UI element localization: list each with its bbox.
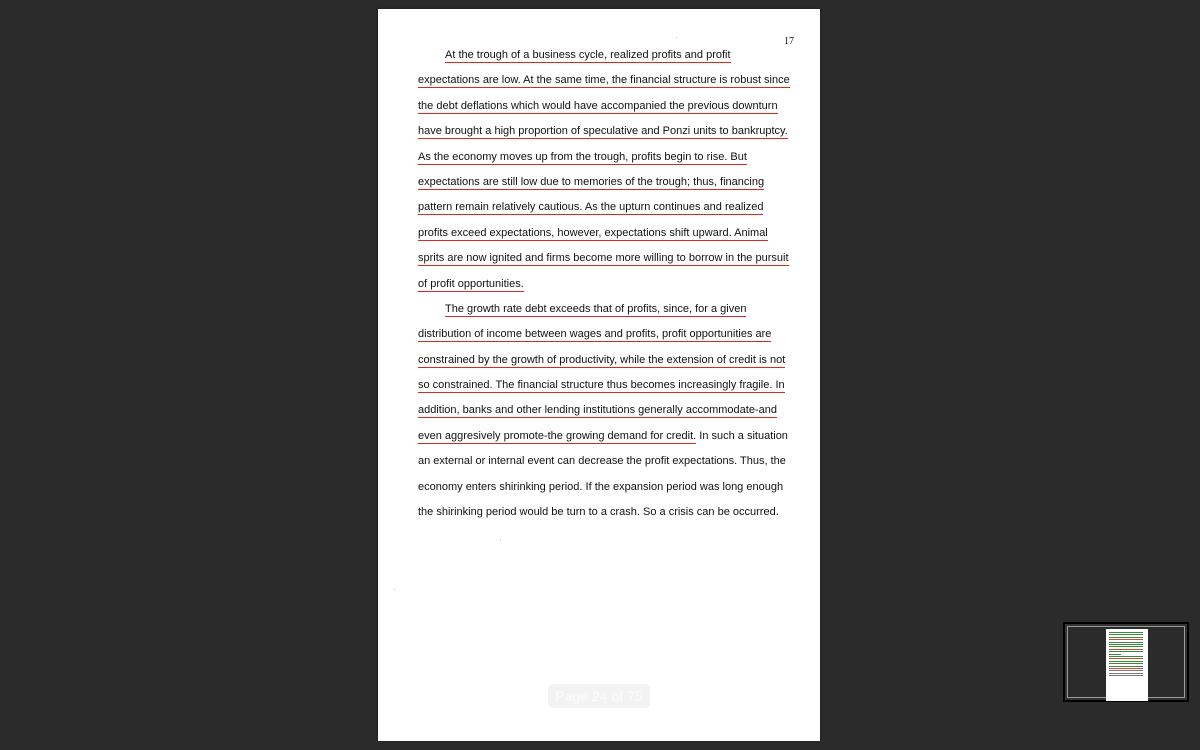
thumbnail-line: [1109, 646, 1143, 647]
text-line: [418, 249, 808, 274]
thumbnail-line: [1109, 637, 1143, 638]
text-line: [418, 97, 808, 122]
text-line-content: addition, banks and other lending institutions generally accommodate-and: [418, 404, 777, 417]
text-line-content: At the trough of a business cycle, realized profits and profit: [445, 49, 731, 61]
text-line: [418, 427, 808, 452]
text-line-content: economy enters shirinking period. If the expansion period was long enough: [418, 480, 784, 493]
thumbnail-line: [1109, 654, 1121, 655]
thumbnail-line: [1109, 673, 1143, 674]
scan-speck: [676, 37, 677, 38]
text-line-content: an external or internal event can decrease the profit expectations. Thus, the: [418, 455, 786, 468]
text-line-content: the debt deflations which would have accompanied the previous downturn: [418, 99, 778, 112]
page-thumbnail-navigator[interactable]: [1063, 622, 1189, 702]
text-line-content: constrained by the growth of productivity, while the extension of credit is not: [418, 353, 786, 366]
thumbnail-line: [1109, 632, 1143, 633]
text-line: [418, 503, 808, 528]
text-line-content: the shirinking period would be turn to a crash. So a crisis can be occurred.: [418, 506, 779, 519]
thumbnail-line: [1109, 668, 1143, 669]
text-line-content: sprits are now ignited and firms become more willing to borrow in the pursuit: [418, 252, 789, 265]
thumbnail-line: [1109, 666, 1143, 667]
text-line: [418, 351, 808, 376]
thumbnail-line: [1109, 651, 1143, 652]
thumbnail-line: [1109, 649, 1143, 650]
page-number: 17: [784, 36, 794, 47]
text-line-content: expectations are low. At the same time, the financial structure is robust since: [418, 74, 790, 87]
thumbnail-line: [1109, 661, 1143, 662]
text-line-content: so constrained. The financial structure thus becomes increasingly fragile. In: [418, 379, 785, 392]
text-line-content: have brought a high proportion of speculative and Ponzi units to bankruptcy.: [418, 125, 788, 138]
text-line-content: of profit opportunities.: [418, 277, 524, 290]
text-line: [418, 275, 808, 300]
thumbnail-line: [1109, 658, 1143, 659]
text-line-content: even aggresively promote-the growing demand for credit.: [418, 429, 697, 442]
thumbnail-line: [1109, 642, 1143, 643]
text-line: [418, 173, 808, 198]
scan-speck: [394, 589, 395, 590]
thumbnail-line: [1109, 675, 1143, 676]
text-line: [418, 224, 808, 249]
text-line: [418, 198, 808, 223]
thumbnail-line: [1109, 656, 1143, 657]
thumbnail-line: [1109, 663, 1143, 664]
text-line-content: distribution of income between wages and profits, profit opportunities are: [418, 328, 772, 341]
page-indicator: Page 24 of 75: [548, 684, 650, 708]
thumbnail-page[interactable]: [1106, 629, 1148, 701]
text-line-content: pattern remain relatively cautious. As the upturn continues and realized: [418, 201, 764, 214]
scan-speck: [500, 539, 501, 540]
text-line-content: profits exceed expectations, however, expectations shift upward. Animal: [418, 226, 768, 239]
thumbnail-line: [1109, 634, 1143, 635]
text-line: [418, 148, 808, 173]
thumbnail-frame: [1067, 626, 1185, 698]
text-line: [418, 122, 808, 147]
text-line-rest: In such a situation: [696, 429, 788, 442]
thumbnail-line: [1109, 644, 1143, 645]
text-line-content: As the economy moves up from the trough, profits begin to rise. But: [418, 150, 747, 163]
thumbnail-line: [1109, 639, 1143, 640]
text-line: [418, 46, 808, 71]
text-line-content: The growth rate debt exceeds that of profits, since, for a given: [445, 302, 747, 315]
text-line: [418, 478, 808, 503]
text-line: [418, 325, 808, 350]
text-line: [418, 300, 808, 325]
body-text: [418, 46, 808, 528]
text-line: [418, 401, 808, 426]
text-line: [418, 452, 808, 477]
document-page[interactable]: [378, 9, 820, 741]
text-line: [418, 376, 808, 401]
text-line-content: expectations are still low due to memories of the trough; thus, financing: [418, 175, 765, 188]
text-line: [418, 71, 808, 96]
thumbnail-line: [1109, 670, 1143, 671]
